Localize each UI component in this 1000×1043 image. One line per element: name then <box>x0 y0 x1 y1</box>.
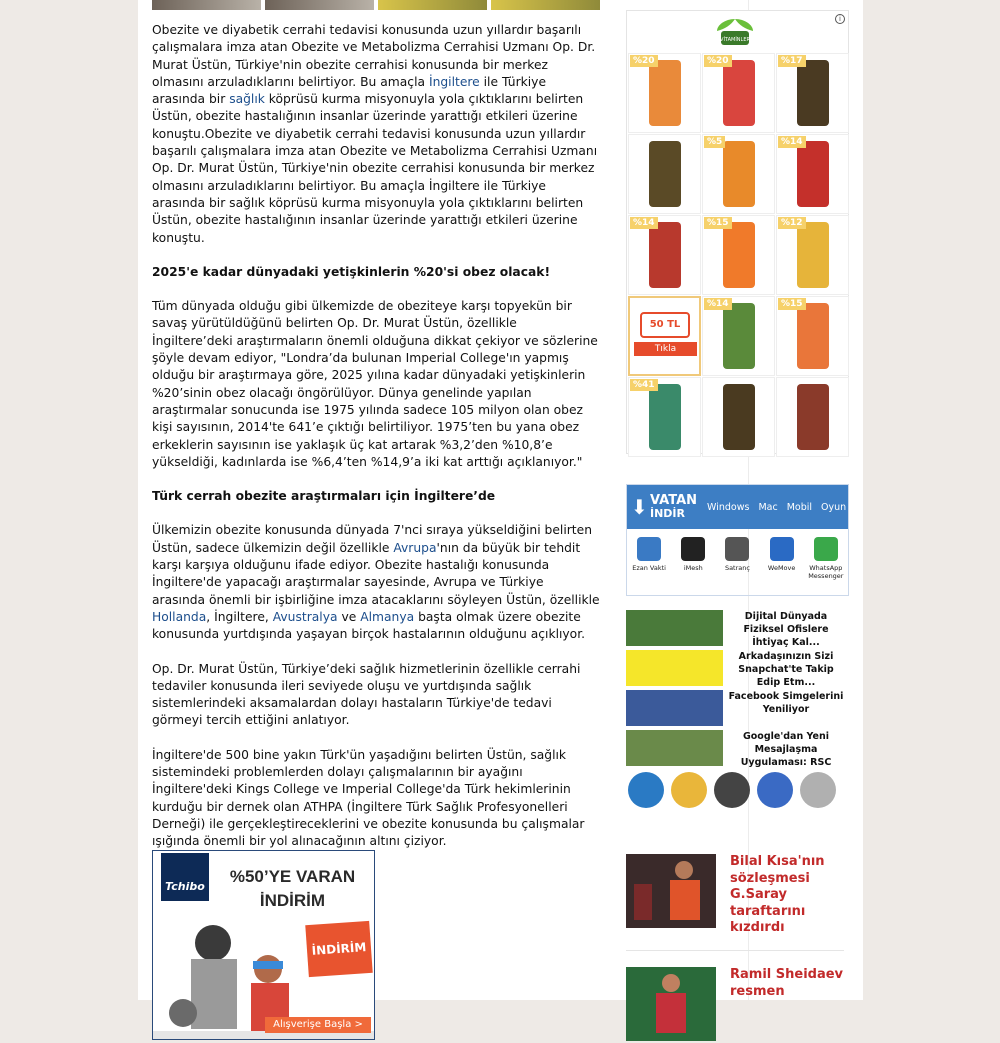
product-image <box>649 60 681 126</box>
app-circle-icon[interactable] <box>714 772 750 808</box>
product-cell[interactable] <box>776 134 849 214</box>
product-cell[interactable] <box>776 215 849 295</box>
tchibo-ad-banner[interactable] <box>152 850 375 1040</box>
discount-badge: %5 <box>704 136 725 148</box>
sport-news-item[interactable] <box>626 967 849 1043</box>
article-paragraph: Obezite ve diyabetik cerrahi tedavisi konusunda uzun yıllardır başarılı çalışmalara imza atan Obezite ve Metabolizma Cerrahisi Uzmanı Op. Dr. Murat Üstün, Türkiye'nin obezite cerrahisi konusunda bir merkez olmasını arzuladıklarını belirtiyor. Bu amaçla İngiltere ile Türkiye arasında bir sağlık köprüsü kurma misyonuyla yola çıktıklarını belirten Üstün, obezite hastalığının insanlar üzerinde yarattığı etkileri üzerine konuştu.Obezite ve diyabetik cerrahi tedavisi konusunda uzun yıllardır başarılı çalışmalara imza atan Obezite ve Metabolizma Cerrahisi Uzmanı Op. Dr. Murat Üstün, Türkiye'nin obezite cerrahisi konusunda bir merkez olmasını arzuladıklarını belirtiyor. Bu amaçla İngiltere ile Türkiye arasında bir sağlık köprüsü kurma misyonuyla yola çıktıklarını belirten Üstün, obezite hastalığının insanlar üzerinde yarattığı etkileri üzerine konuştu. <box>152 23 598 245</box>
product-image <box>723 60 755 126</box>
product-cell[interactable] <box>776 53 849 133</box>
link-ingiltere[interactable]: İngiltere <box>428 74 480 89</box>
sport-news <box>626 854 849 1043</box>
product-image <box>723 384 755 450</box>
discount-badge: %17 <box>778 55 806 67</box>
discount-badge: %14 <box>704 298 732 310</box>
download-arrow-icon: ⬇ <box>631 495 648 519</box>
discount-badge: %12 <box>778 217 806 229</box>
product-grid <box>628 53 849 457</box>
app-icon <box>725 537 749 561</box>
app-label: WeMove <box>767 564 796 572</box>
vatan-app-list <box>627 529 848 580</box>
app-icon <box>770 537 794 561</box>
app-circle-icon[interactable] <box>671 772 707 808</box>
vatan-indir-widget <box>626 484 849 596</box>
news-thumbnail <box>626 730 723 766</box>
news-title[interactable]: Arkadaşınızın Sizi Snapchat'te Takip Edip Etm... <box>738 651 834 688</box>
product-cell[interactable] <box>702 215 775 295</box>
news-item[interactable] <box>626 730 849 768</box>
article-paragraph: Ülkemizin obezite konusunda dünyada 7'nci sıraya yükseldiğini belirten Üstün, sadece ülkemizin değil özellikle Avrupa'nın da büyük bir tehdit karşı karşıya olduğunu ifade ediyor. Obezite hastalığı konusunda İngiltere'de yapacağı araştırmalar sayesinde, Avrupa ve Türkiye arasında önemli bir işbirliğine imza atacaklarını söyleyen Üstün, özellikle Hollanda, İngiltere, Avustralya ve Almanya başta olmak üzere obezite konusunda yurtdışında yaşayan birçok hastalarının olduğunu açıklıyor. <box>152 523 600 642</box>
vatan-tab[interactable]: Oyun <box>821 501 847 513</box>
product-image <box>797 384 829 450</box>
product-cell[interactable] <box>628 53 701 133</box>
news-item[interactable] <box>626 650 849 688</box>
product-image <box>723 141 755 207</box>
product-cell[interactable] <box>702 377 775 457</box>
vitamin-ad[interactable] <box>626 10 849 454</box>
vatan-header <box>627 485 848 529</box>
product-cell[interactable] <box>628 377 701 457</box>
product-image <box>797 303 829 369</box>
price-ad-cell[interactable] <box>628 296 701 376</box>
product-cell[interactable] <box>702 134 775 214</box>
app-circle-icon[interactable] <box>800 772 836 808</box>
vatan-tab[interactable]: Windows <box>707 501 750 513</box>
vatan-app[interactable] <box>717 537 757 580</box>
shop-button[interactable]: Alışverişe Başla > <box>265 1017 371 1033</box>
app-icon-row <box>626 772 849 808</box>
vatan-tab[interactable]: Mobil <box>786 501 813 513</box>
app-circle-icon[interactable] <box>757 772 793 808</box>
link-hollanda[interactable]: Hollanda <box>152 609 207 624</box>
app-label: Ezan Vakti <box>632 564 666 572</box>
tchibo-headline: %50’YE VARAN İNDİRİM <box>229 867 356 911</box>
sidebar <box>626 10 849 1043</box>
news-item[interactable] <box>626 610 849 648</box>
app-label: WhatsApp Messenger <box>808 564 844 580</box>
tchibo-logo: Tchibo <box>161 853 209 901</box>
vitaminler-logo <box>705 15 765 51</box>
app-icon <box>681 537 705 561</box>
product-image <box>649 141 681 207</box>
product-cell[interactable] <box>628 134 701 214</box>
link-saglik[interactable]: sağlık <box>229 92 265 107</box>
news-thumbnail <box>626 610 723 646</box>
product-image <box>649 222 681 288</box>
product-image <box>797 60 829 126</box>
product-cell[interactable] <box>702 53 775 133</box>
vatan-tabs <box>707 502 846 513</box>
app-icon <box>814 537 838 561</box>
vatan-app[interactable] <box>629 537 669 580</box>
product-cell[interactable] <box>628 215 701 295</box>
product-image <box>723 222 755 288</box>
product-image <box>797 222 829 288</box>
app-icon <box>637 537 661 561</box>
vatan-app[interactable] <box>673 537 713 580</box>
vatan-logo[interactable]: ⬇ VATAN İNDİR <box>631 493 698 520</box>
product-image <box>649 384 681 450</box>
article-image-bottom-edge <box>152 0 600 10</box>
link-avustralya[interactable]: Avustralya <box>272 609 338 624</box>
news-title[interactable]: Google'dan Yeni Mesajlaşma Uygulaması: RSC <box>740 731 832 768</box>
page <box>138 0 863 1031</box>
product-image <box>797 141 829 207</box>
news-thumbnail <box>626 690 723 726</box>
app-label: Satranç <box>724 564 750 572</box>
tikla-button[interactable]: Tıkla <box>634 342 697 356</box>
discount-badge: %15 <box>778 298 806 310</box>
discount-badge: %14 <box>778 136 806 148</box>
article-paragraph: Op. Dr. Murat Üstün, Türkiye’deki sağlık hizmetlerinin özellikle cerrahi tedaviler konusunda ileri seviyede oluşu ve yurtdışında sağlık sistemlerindeki aksamalardan dolayı hastaların Türkiye'de tedavi görmeyi tercih ettiğini anlatıyor. <box>152 661 581 728</box>
app-circle-icon[interactable] <box>628 772 664 808</box>
article-body <box>152 0 600 1040</box>
news-item[interactable] <box>626 690 849 728</box>
product-cell[interactable] <box>702 296 775 376</box>
sport-news-title[interactable]: Bilal Kısa'nın sözleşmesi G.Saray taraftarını kızdırdı <box>730 854 825 935</box>
vatan-tab[interactable]: Mac <box>758 501 778 513</box>
discount-badge: %20 <box>630 55 658 67</box>
discount-badge: %41 <box>630 379 658 391</box>
news-title[interactable]: Facebook Simgelerini Yeniliyor <box>728 691 844 715</box>
article-subheading: 2025'e kadar dünyadaki yetişkinlerin %20'si obez olacak! <box>152 264 551 279</box>
article-subheading: Türk cerrah obezite araştırmaları için İngiltere’de <box>152 489 496 504</box>
sport-news-photo <box>626 967 716 1041</box>
tech-news-list <box>626 610 849 808</box>
sport-news-title[interactable]: Ramil Sheidaev resmen <box>730 967 844 999</box>
news-title[interactable]: Dijital Dünyada Fiziksel Ofislere İhtiyaç Kal... <box>743 611 829 648</box>
sport-news-divider <box>626 950 844 951</box>
sport-news-photo <box>626 854 716 928</box>
vatan-app[interactable] <box>762 537 802 580</box>
ad-info-icon[interactable]: i <box>835 14 845 24</box>
product-cell[interactable] <box>776 296 849 376</box>
article-paragraph: Tüm dünyada olduğu gibi ülkemizde de obeziteye karşı topyekün bir savaş yürütüldüğünü belirten Op. Dr. Murat Üstün, özellikle İngiltere’deki araştırmaların önemli olduğuna dikkat çekiyor ve sözlerine şöyle devam ediyor, "Londra’da bulunan Imperial College'ın yapmış olduğu bir araştırmaya göre, 2025 yılına kadar dünyadaki yetişkinlerin %20’sinin obez olacağı öngörülüyor. Dünya genelinde yapılan araştırmalar sonucunda ise 1975 yılında sadece 105 milyon olan obez kişi sayısının, 2014'te 641’e çıktığı belirtiliyor. 1975’ten bu yana obez erkeklerin sayısının ise yaklaşık üç kat artarak %3,2’den %10,8’e yükseldiği, kadınlarda ise %6,4’ten %14,9’a iki kat arttığı açıklanıyor." <box>152 299 598 469</box>
sport-news-item[interactable] <box>626 854 849 935</box>
indirim-badge: İNDİRİM <box>305 921 372 977</box>
svg-text:VİTAMİNLER: VİTAMİNLER <box>720 37 750 43</box>
product-image <box>723 303 755 369</box>
news-thumbnail <box>626 650 723 686</box>
discount-badge: %15 <box>704 217 732 229</box>
vatan-app[interactable] <box>806 537 846 580</box>
discount-badge: %20 <box>704 55 732 67</box>
link-avrupa[interactable]: Avrupa <box>393 540 437 555</box>
link-almanya[interactable]: Almanya <box>360 609 415 624</box>
discount-badge: %14 <box>630 217 658 229</box>
article-paragraph: İngiltere'de 500 bine yakın Türk'ün yaşadığını belirten Üstün, sağlık sistemindeki problemlerden dolayı çalışmalarının bir ayağını İngiltere'deki Kings College ve Imperial College'da Türk hekimlerinin kurduğu bir dernek olan ATHPA (İngiltere Türk Sağlık Profesyonelleri Derneği) ile gerçekleştireceklerini ve obezite konusunda bu çalışmalar ışığında önemli bir yol alınacağının altını çiziyor. <box>152 747 585 849</box>
price-tag: 50 TL <box>640 312 690 338</box>
app-label: iMesh <box>683 564 703 572</box>
product-cell[interactable] <box>776 377 849 457</box>
